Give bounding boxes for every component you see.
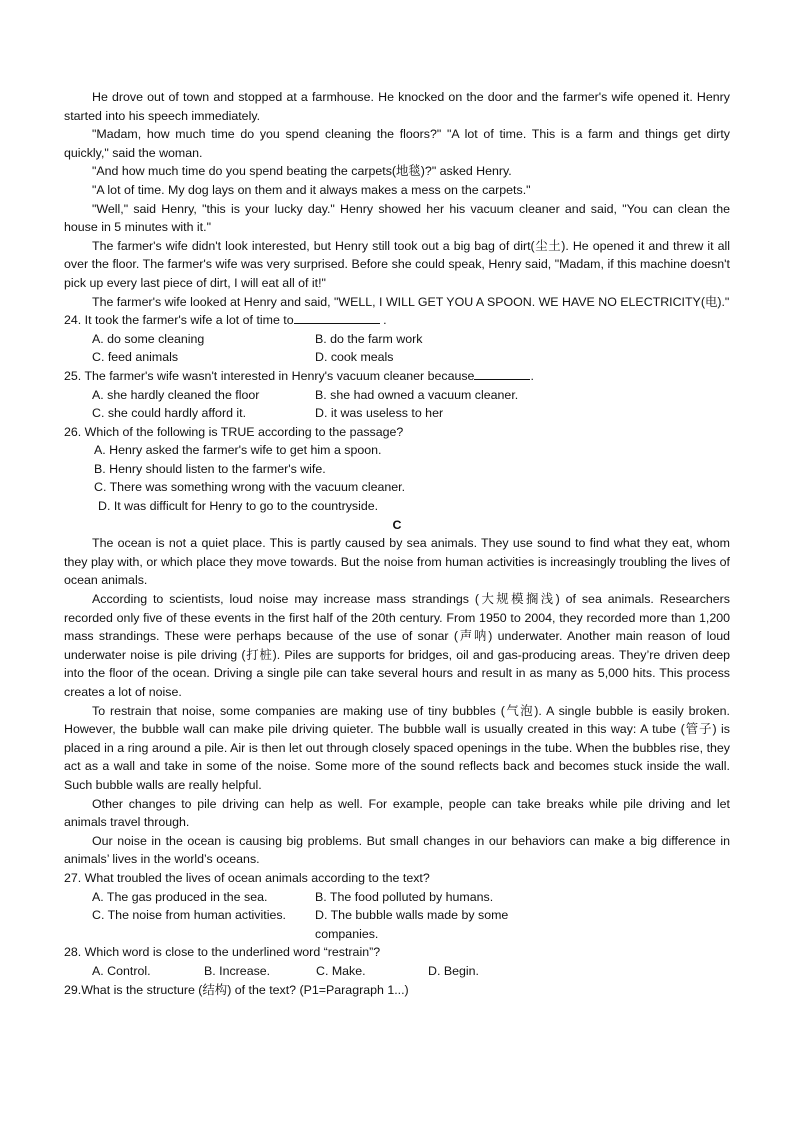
options bbox=[92, 962, 730, 981]
paragraph: "Well," said Henry, "this is your lucky day." Henry showed her his vacuum cleaner and said, "You can clean the house in 5 minutes with it." bbox=[64, 201, 730, 235]
answer-blank bbox=[474, 367, 530, 380]
option-d: D. it was useless to her bbox=[315, 406, 444, 421]
question-26 bbox=[64, 423, 730, 516]
option-d: D. Begin. bbox=[428, 963, 479, 978]
question-27 bbox=[64, 869, 730, 943]
option-a: A. do some cleaning bbox=[92, 331, 205, 346]
paragraph: He drove out of town and stopped at a farmhouse. He knocked on the door and the farmer's wife opened it. Henry started into his speech immediately. bbox=[64, 90, 730, 123]
section-c-label: C bbox=[392, 517, 402, 532]
option-c: C. feed animals bbox=[92, 350, 179, 365]
paragraph: To restrain that noise, some companies are making use of tiny bubbles (气泡). A single bubble is easily broken. However, the bubble wall can make pile driving quieter. The bubble wall is usually created in this way: A tube (管子) is placed in a ring around a pile. Air is then let out through closely spaced openings in the tube. When the bubbles rise, they act as a wall and take in some of the noise. Some more of the sound reflects back and becomes stuck inside the wall. Such bubble walls are really helpful. bbox=[64, 703, 730, 792]
options bbox=[92, 386, 730, 423]
option-d: D. It was difficult for Henry to go to the countryside. bbox=[98, 499, 379, 514]
paragraph: The farmer's wife looked at Henry and said, "WELL, I WILL GET YOU A SPOON. WE HAVE NO ELECTRICITY(电)." bbox=[92, 294, 730, 309]
paragraph: The ocean is not a quiet place. This is partly caused by sea animals. They use sound to find what they eat, whom they play with, or which place they move towards. But the noise from human activities is increasingly troubling the lives of ocean animals. bbox=[64, 536, 730, 588]
question-stem: 25. The farmer's wife wasn't interested in Henry's vacuum cleaner because bbox=[64, 368, 475, 383]
question-stem-end: . bbox=[530, 368, 534, 383]
option-b: B. Increase. bbox=[204, 963, 271, 978]
question-stem: 27. What troubled the lives of ocean animals according to the text? bbox=[64, 870, 430, 885]
question-stem-end: . bbox=[379, 313, 387, 328]
passage-c bbox=[64, 534, 730, 869]
option-c: C. Make. bbox=[316, 963, 366, 978]
options bbox=[92, 888, 730, 944]
option-a: A. Henry asked the farmer's wife to get him a spoon. bbox=[94, 443, 382, 458]
paragraph: Our noise in the ocean is causing big problems. But small changes in our behaviors can make a big difference in animals’ lives in the world’s oceans. bbox=[64, 833, 730, 867]
option-c: C. There was something wrong with the vacuum cleaner. bbox=[94, 480, 406, 495]
question-stem: 24. It took the farmer's wife a lot of time to bbox=[64, 313, 294, 328]
option-a: A. she hardly cleaned the floor bbox=[92, 387, 260, 402]
option-a: A. Control. bbox=[92, 963, 151, 978]
question-25 bbox=[64, 367, 730, 423]
question-28 bbox=[64, 943, 730, 980]
question-29 bbox=[64, 981, 730, 1000]
paragraph: "A lot of time. My dog lays on them and it always makes a mess on the carpets." bbox=[92, 182, 531, 197]
option-b: B. Henry should listen to the farmer's wife. bbox=[94, 461, 326, 476]
question-24 bbox=[64, 311, 730, 367]
options bbox=[94, 441, 730, 515]
option-a: A. The gas produced in the sea. bbox=[92, 889, 268, 904]
paragraph: According to scientists, loud noise may increase mass strandings (大规模搁浅) of sea animals. Researchers recorded only five of these events in the first half of the 20th century. From 1950 to 2004, they recorded more than 1,200 mass strandings. These were perhaps because of the use of sonar (声呐) underwater. Another main reason of loud underwater noise is pile driving (打桩). Piles are supports for bridges, oil and gas-producing areas. They’re driven deep into the floor of the ocean. Driving a single pile can take several hours and result in as many as 5,000 hits. This process creates a lot of noise. bbox=[64, 592, 730, 699]
passage-b bbox=[64, 88, 730, 311]
paragraph: The farmer's wife didn't look interested, but Henry still took out a big bag of dirt(尘土). He opened it and threw it all over the floor. The farmer's wife was very surprised. Before she could speak, Henry said, "Madam, if this machine doesn't pick up every last piece of dirt, I will eat all of it!" bbox=[64, 238, 730, 290]
question-stem: 29.What is the structure (结构) of the text? (P1=Paragraph 1...) bbox=[64, 982, 409, 997]
option-d: D. cook meals bbox=[315, 350, 394, 365]
option-b: B. The food polluted by humans. bbox=[315, 889, 494, 904]
option-c: C. she could hardly afford it. bbox=[92, 406, 247, 421]
paragraph: Other changes to pile driving can help as well. For example, people can take breaks while pile driving and let animals travel through. bbox=[64, 796, 730, 830]
answer-blank bbox=[294, 311, 380, 324]
paragraph: "And how much time do you spend beating the carpets(地毯)?" asked Henry. bbox=[92, 164, 512, 179]
option-b: B. she had owned a vacuum cleaner. bbox=[315, 387, 519, 402]
question-stem: 26. Which of the following is TRUE according to the passage? bbox=[64, 424, 404, 439]
question-stem: 28. Which word is close to the underlined word “restrain”? bbox=[64, 945, 381, 960]
option-d: D. The bubble walls made by some companies. bbox=[315, 908, 509, 941]
options bbox=[92, 330, 730, 367]
paragraph: "Madam, how much time do you spend cleaning the floors?" "A lot of time. This is a farm and things get dirty quickly," said the woman. bbox=[64, 127, 730, 160]
option-b: B. do the farm work bbox=[315, 331, 423, 346]
option-c: C. The noise from human activities. bbox=[92, 908, 286, 923]
